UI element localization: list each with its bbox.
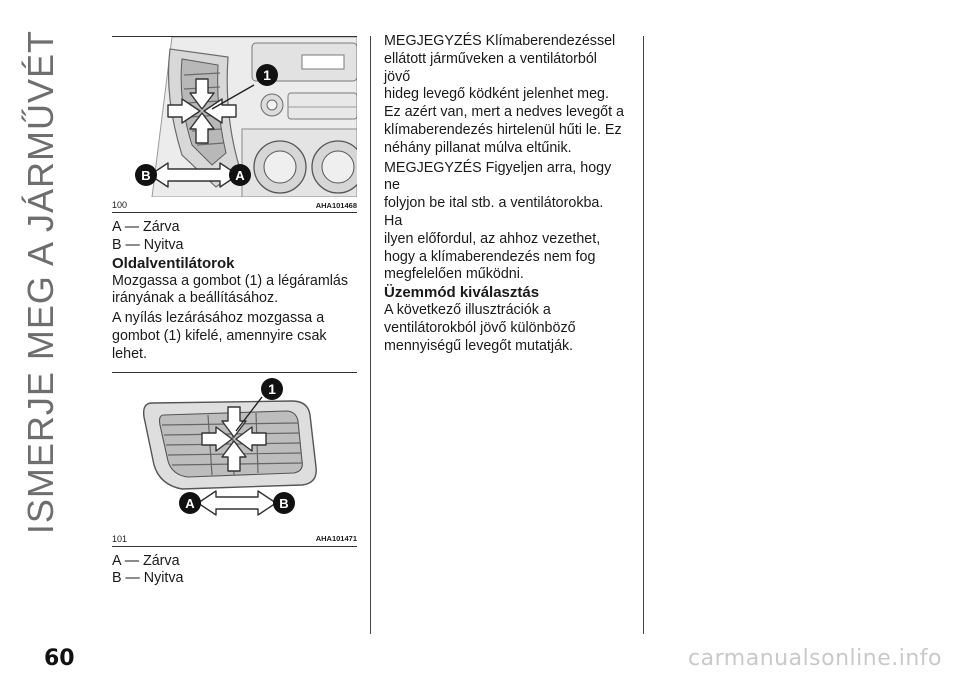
- svg-text:B: B: [279, 495, 289, 511]
- callout-1: [261, 378, 283, 400]
- column-divider-1: [370, 36, 371, 634]
- mode-paragraph-line-1: A következő illusztrációk a: [384, 302, 551, 319]
- note-1-line-6: néhány pillanat múlva eltűnik.: [384, 139, 572, 156]
- figure-101-number: 101: [112, 533, 128, 544]
- figure-100-code: AHA101468: [315, 200, 357, 210]
- figure-100: [112, 36, 357, 213]
- column-divider-2: [643, 36, 644, 634]
- paragraph-1-line-2: irányának a beállításához.: [112, 290, 279, 307]
- left-column: [112, 36, 357, 588]
- legend-closed-2: A — Zárva: [112, 552, 180, 569]
- note-fog: [384, 33, 624, 158]
- note-1-line-4: Ez azért van, mert a nedves levegőt a: [384, 104, 624, 121]
- svg-text:1: 1: [268, 380, 276, 397]
- svg-text:1: 1: [263, 67, 271, 83]
- legend-open-1: B — Nyitva: [112, 236, 184, 253]
- figure-101-illustration: [112, 373, 357, 531]
- svg-text:A: A: [185, 495, 195, 511]
- paragraph-1-line-1: Mozgassa a gombot (1) a légáramlás: [112, 272, 349, 289]
- note-2-line-4: hogy a klímaberendezés nem fog: [384, 248, 596, 265]
- figure-101-caption: [112, 533, 357, 547]
- callout-b: [273, 492, 295, 514]
- note-1-line-5: klímaberendezés hirtelenül hűti le. Ez: [384, 121, 622, 138]
- callout-b: [135, 164, 157, 186]
- note-1-line-3: hideg levegő ködként jelenhet meg.: [384, 86, 609, 103]
- figure-100-illustration: [112, 37, 357, 197]
- callout-a: [179, 492, 201, 514]
- figure-101: [112, 372, 357, 547]
- mode-paragraph-line-3: mennyiségű levegőt mutatják.: [384, 337, 574, 354]
- figure-100-number: 100: [112, 200, 128, 210]
- side-chapter-title-text: ISMERJE MEG A JÁRMŰVÉT: [20, 30, 61, 535]
- section-heading-mode-select: Üzemmód kiválasztás: [384, 284, 540, 302]
- note-2-line-5: megfelelően működni.: [384, 266, 524, 283]
- page-number: 60: [44, 646, 75, 671]
- paragraph-2-line-1: A nyílás lezárásához mozgassa a: [112, 310, 325, 327]
- note-2-line-3: ilyen előfordul, az ahhoz vezethet,: [384, 230, 601, 247]
- svg-text:B: B: [141, 168, 151, 183]
- note-2-line-1: MEGJEGYZÉS Figyeljen arra, hogy ne: [384, 159, 612, 194]
- section-heading-side-vents: Oldalventilátorok: [112, 254, 235, 272]
- figure-101-code: AHA101471: [315, 534, 357, 544]
- callout-1: [256, 64, 278, 86]
- callout-a: [229, 164, 251, 186]
- mode-paragraph-line-2: ventilátorokból jövő különböző: [384, 319, 576, 336]
- svg-text:A: A: [235, 168, 245, 183]
- legend-open-2: B — Nyitva: [112, 570, 184, 587]
- figure-100-caption: [112, 199, 357, 213]
- side-chapter-title: [6, 30, 76, 535]
- note-1-line-1: MEGJEGYZÉS Klímaberendezéssel: [384, 33, 616, 49]
- note-2-line-2: folyjon be ital stb. a ventilátorokba. Ha: [384, 195, 604, 229]
- paragraph-2-line-2: gombot (1) kifelé, amennyire csak lehet.: [112, 327, 327, 362]
- legend-closed-1: A — Zárva: [112, 219, 180, 235]
- right-column: [384, 33, 624, 356]
- watermark: carmanualsonline.info: [688, 646, 942, 671]
- note-1-line-2: ellátott járműveken a ventilátorból jövő: [384, 50, 597, 85]
- note-liquid: [384, 160, 624, 285]
